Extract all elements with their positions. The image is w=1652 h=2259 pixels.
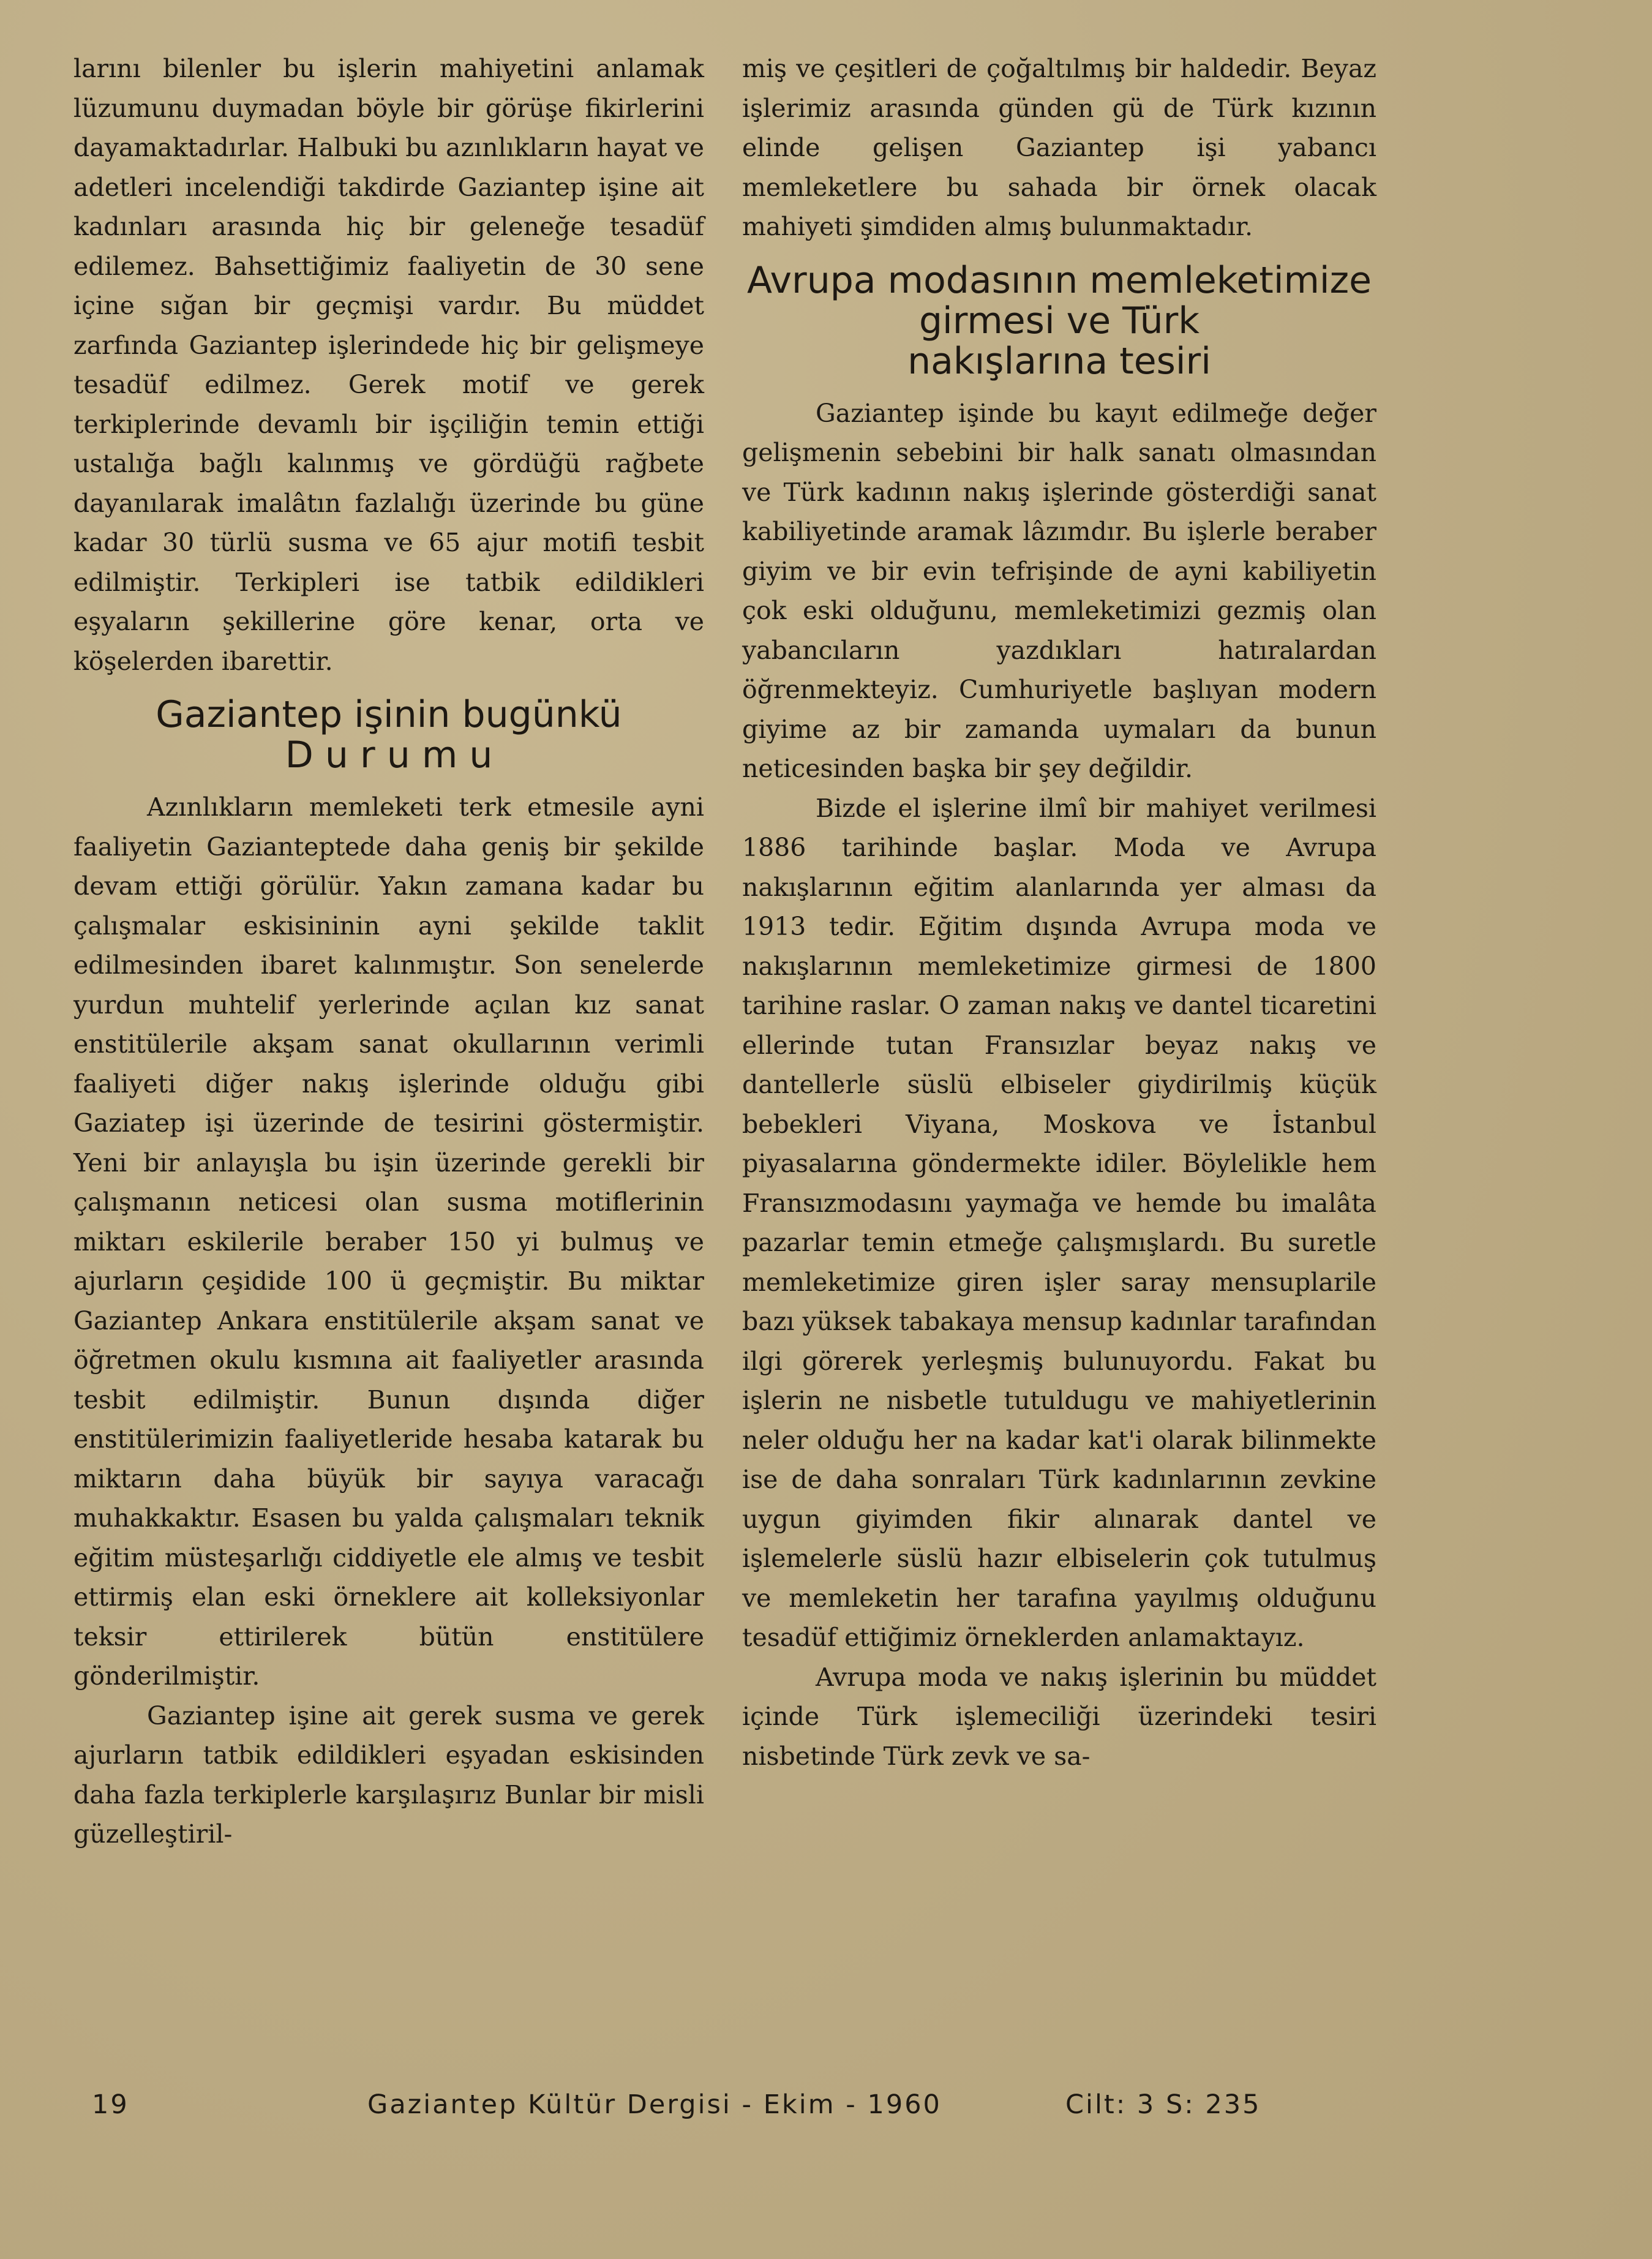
- right-column: [742, 49, 1376, 1776]
- page-number: 19: [92, 2089, 129, 2120]
- volume-issue: Cilt: 3 S: 235: [1065, 2089, 1261, 2120]
- magazine-title: Gaziantep Kültür Dergisi - Ekim - 1960: [367, 2089, 942, 2120]
- right-paragraph-1: miş ve çeşitleri de çoğaltılmış bir haldedir. Beyaz işlerimiz arasında günden gü de Türk kızının elinde gelişen Gaziantep işi yabancı memleketlere bu sahada bir örnek olacak mahiyeti şimdiden almış bulunmaktadır.: [742, 54, 1376, 241]
- left-section-heading: Gaziantep işinin bugünkü D u r u m u: [156, 693, 622, 776]
- left-column: [73, 49, 704, 1854]
- left-paragraph-1: larını bilenler bu işlerin mahiyetini anlamak lüzumunu duymadan böyle bir görüşe fikirlerini dayamaktadırlar. Halbuki bu azınlıkların hayat ve adetleri incelendiği takdirde Gaziantep işine ait kadınları arasında hiç bir geleneğe tesadüf edilemez. Bahsettiğimiz faaliyetin de 30 sene içine sığan bir geçmişi vardır. Bu müddet zarfında Gaziantep işlerindede hiç bir gelişmeye tesadüf edilmez. Gerek motif ve gerek terkiplerinde devamlı bir işçiliğin temin ettiği ustalığa bağlı kalınmış ve gördüğü rağbete dayanılarak imalâtın fazlalığı üzerinde bu güne kadar 30 türlü susma ve 65 ajur motifi tesbit edilmiştir. Terkipleri ise tatbik edildikleri eşyaların şekillerine göre kenar, orta ve köşelerden ibarettir.: [73, 54, 704, 676]
- right-paragraph-4: Avrupa moda ve nakış işlerinin bu müddet içinde Türk işlemeciliği üzerindeki tesiri nisbetinde Türk zevk ve sa-: [742, 1662, 1376, 1771]
- right-paragraph-3: Bizde el işlerine ilmî bir mahiyet verilmesi 1886 tarihinde başlar. Moda ve Avrupa nakışlarının eğitim alanlarında yer alması da 1913 tedir. Eğitim dışında Avrupa moda ve nakışlarının memleketimize girmesi de 1800 tarihine raslar. O zaman nakış ve dantel ticaretini ellerinde tutan Fransızlar beyaz nakış ve dantellerle süslü elbiseler giydirilmiş küçük bebekleri Viyana, Moskova ve İstanbul piyasalarına göndermekte idiler. Böylelikle hem Fransızmodasını yaymağa ve hemde bu imalâta pazarlar temin etmeğe çalışmışlardı. Bu suretle memleketimize giren işler saray mensuplarile bazı yüksek tabakaya mensup kadınlar tarafından ilgi görerek yerleşmiş bulunuyordu. Fakat bu işlerin ne nisbetle tutuldugu ve mahiyetlerinin neler olduğu her na kadar kat'i olarak bilinmekte ise de daha sonraları Türk kadınlarının zevkine uygun giyimden fikir alınarak dantel ve işlemelerle süslü hazır elbiselerin çok tutulmuş ve memleketin her tarafına yayılmış olduğunu tesadüf ettiğimiz örneklerden anlamaktayız.: [742, 793, 1376, 1652]
- left-paragraph-2: Azınlıkların memleketi terk etmesile ayni faaliyetin Gazianteptede daha geniş bir şekilde devam ettiği görülür. Yakın zamana kadar bu çalışmalar eskisininin ayni şekilde taklit edilmesinden ibaret kalınmıştır. Son senelerde yurdun muhtelif yerlerinde açılan kız sanat enstitülerile akşam sanat okullarının verimli faaliyeti diğer nakış işlerinde olduğu gibi Gaziatep işi üzerinde de tesirini göstermiştir. Yeni bir anlayışla bu işin üzerinde gerekli bir çalışmanın neticesi olan susma motiflerinin miktarı eskilerile beraber 150 yi bulmuş ve ajurların çeşidide 100 ü geçmiştir. Bu miktar Gaziantep Ankara enstitülerile akşam sanat ve öğretmen okulu kısmına ait faaliyetler arasında tesbit edilmiştir. Bunun dışında diğer enstitülerimizin faaliyetleride hesaba katarak bu miktarın daha büyük bir sayıya varacağı muhakkaktır. Esasen bu yalda çalışmaları teknik eğitim müsteşarlığı ciddiyetle ele almış ve tesbit ettirmiş elan eski örneklere ait kolleksiyonlar teksir ettirilerek bütün enstitülere gönderilmiştir.: [73, 792, 704, 1691]
- left-paragraph-3: Gaziantep işine ait gerek susma ve gerek ajurların tatbik edildikleri eşyadan eskisinden daha fazla terkiplerle karşılaşırız Bunlar bir misli güzelleştiril-: [73, 1701, 704, 1849]
- right-paragraph-2: Gaziantep işinde bu kayıt edilmeğe değer gelişmenin sebebini bir halk sanatı olmasından ve Türk kadının nakış işlerinde gösterdiği sanat kabiliyetinde aramak lâzımdır. Bu işlerle beraber giyim ve bir evin tefrişinde de ayni kabiliyetin çok eski olduğunu, memleketimizi gezmiş olan yabancıların yazdıkları hatıralardan öğrenmekteyiz. Cumhuriyetle başlıyan modern giyime az bir zamanda uymaları da bunun neticesinden başka bir şey değildir.: [742, 398, 1376, 783]
- right-section-heading: Avrupa modasının memleketimize girmesi ve Türk nakışlarına tesiri: [746, 258, 1372, 383]
- page-footer: [92, 2089, 1316, 2120]
